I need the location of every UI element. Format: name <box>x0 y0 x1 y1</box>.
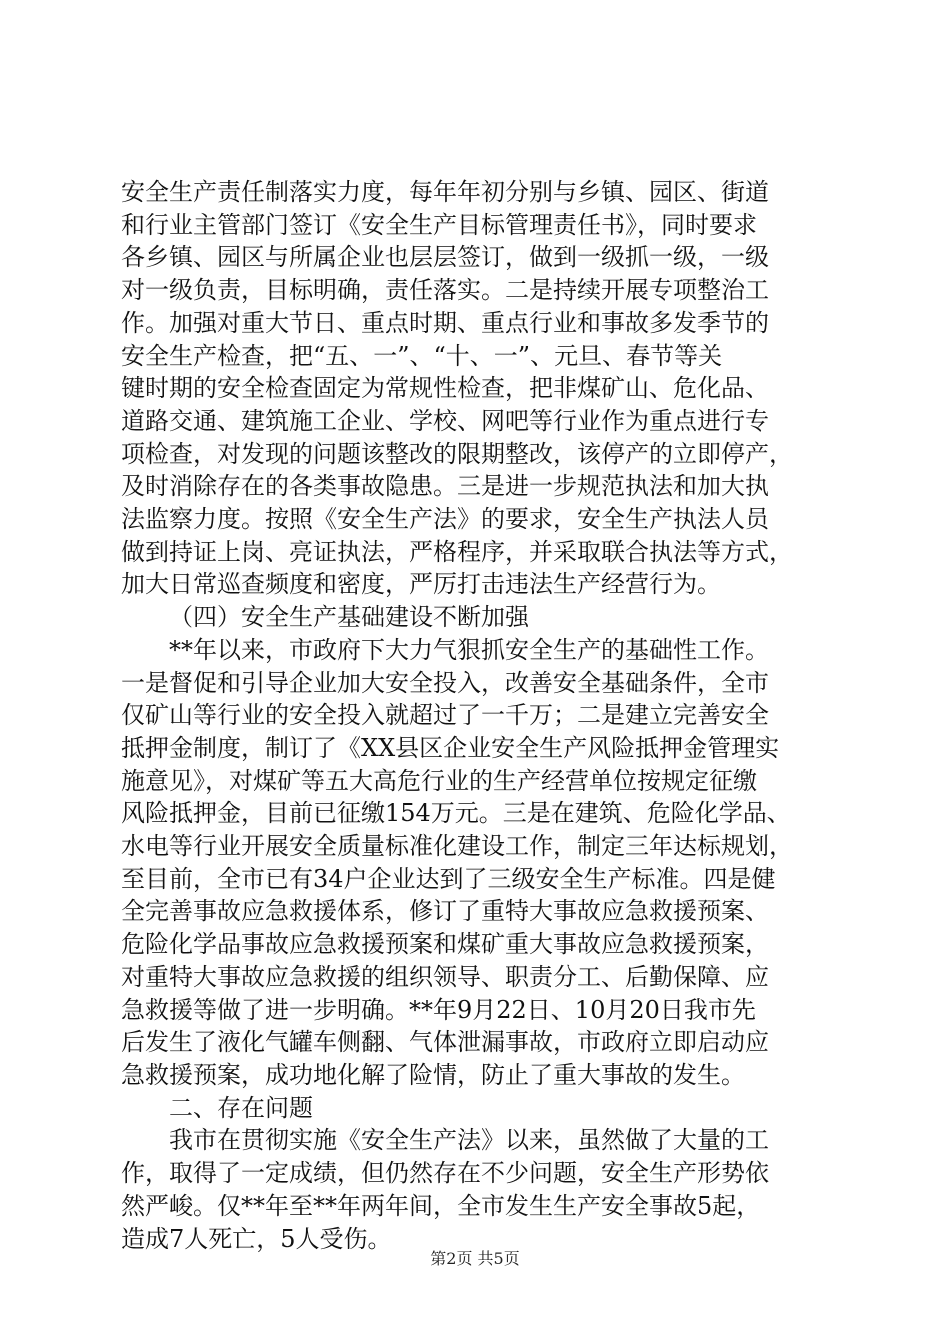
text-line: 各乡镇、园区与所属企业也层层签订，做到一级抓一级，一级 <box>121 243 769 272</box>
text-line: 道路交通、建筑施工企业、学校、网吧等行业作为重点进行专 <box>121 406 769 435</box>
text-line: 后发生了液化气罐车侧翻、气体泄漏事故，市政府立即启动应 <box>121 1028 769 1057</box>
text-line: 危险化学品事故应急救援预案和煤矿重大事故应急救援预案， <box>121 930 769 959</box>
text-line: 一是督促和引导企业加大安全投入，改善安全基础条件，全市 <box>121 668 769 697</box>
text-line: 施意见》，对煤矿等五大高危行业的生产经营单位按规定征缴 <box>121 766 757 795</box>
text-line: 作。加强对重大节日、重点时期、重点行业和事故多发季节的 <box>121 308 769 337</box>
text-line: 水电等行业开展安全质量标准化建设工作，制定三年达标规划， <box>121 832 793 861</box>
section-heading: 二、存在问题 <box>169 1093 313 1122</box>
text-line: 造成7人死亡，5人受伤。 <box>121 1224 392 1253</box>
text-line: 风险抵押金，目前已征缴154万元。三是在建筑、危险化学品、 <box>121 799 791 828</box>
text-line: 加大日常巡查频度和密度，严厉打击违法生产经营行为。 <box>121 570 721 599</box>
text-line: 项检查，对发现的问题该整改的限期整改，该停产的立即停产， <box>121 439 793 468</box>
text-line: 键时期的安全检查固定为常规性检查，把非煤矿山、危化品、 <box>121 374 769 403</box>
text-line: 然严峻。仅**年至**年两年间，全市发生生产安全事故5起， <box>121 1191 761 1220</box>
text-line: 法监察力度。按照《安全生产法》的要求，安全生产执法人员 <box>121 505 769 534</box>
text-line: 及时消除存在的各类事故隐患。三是进一步规范执法和加大执 <box>121 472 769 501</box>
text-line: 我市在贯彻实施《安全生产法》以来，虽然做了大量的工 <box>169 1126 769 1155</box>
text-line: 做到持证上岗、亮证执法，严格程序，并采取联合执法等方式， <box>121 537 793 566</box>
document-body <box>121 176 831 1255</box>
text-line: 全完善事故应急救援体系，修订了重特大事故应急救援预案、 <box>121 897 769 926</box>
text-line: 对重特大事故应急救援的组织领导、职责分工、后勤保障、应 <box>121 962 769 991</box>
text-line: 安全生产检查，把“五、一”、“十、一”、元旦、春节等关 <box>121 341 723 370</box>
text-line: 对一级负责，目标明确，责任落实。二是持续开展专项整治工 <box>121 276 769 305</box>
text-line: 和行业主管部门签订《安全生产目标管理责任书》，同时要求 <box>121 210 757 239</box>
text-line: 安全生产责任制落实力度，每年年初分别与乡镇、园区、街道 <box>121 178 769 206</box>
text-line: 至目前，全市已有34户企业达到了三级安全生产标准。四是健 <box>121 864 776 893</box>
text-line: 急救援预案，成功地化解了险情，防止了重大事故的发生。 <box>121 1060 745 1089</box>
text-line: 仅矿山等行业的安全投入就超过了一千万；二是建立完善安全 <box>121 701 769 730</box>
text-line: 抵押金制度，制订了《XX县区企业安全生产风险抵押金管理实 <box>121 733 780 762</box>
page-footer: 第2页 共5页 <box>430 1249 520 1268</box>
text-line: 作，取得了一定成绩，但仍然存在不少问题，安全生产形势依 <box>121 1159 769 1188</box>
text-line: 急救援等做了进一步明确。**年9月22日、10月20日我市先 <box>121 995 756 1024</box>
text-line: **年以来，市政府下大力气狠抓安全生产的基础性工作。 <box>169 635 769 664</box>
section-heading: （四）安全生产基础建设不断加强 <box>169 603 529 632</box>
